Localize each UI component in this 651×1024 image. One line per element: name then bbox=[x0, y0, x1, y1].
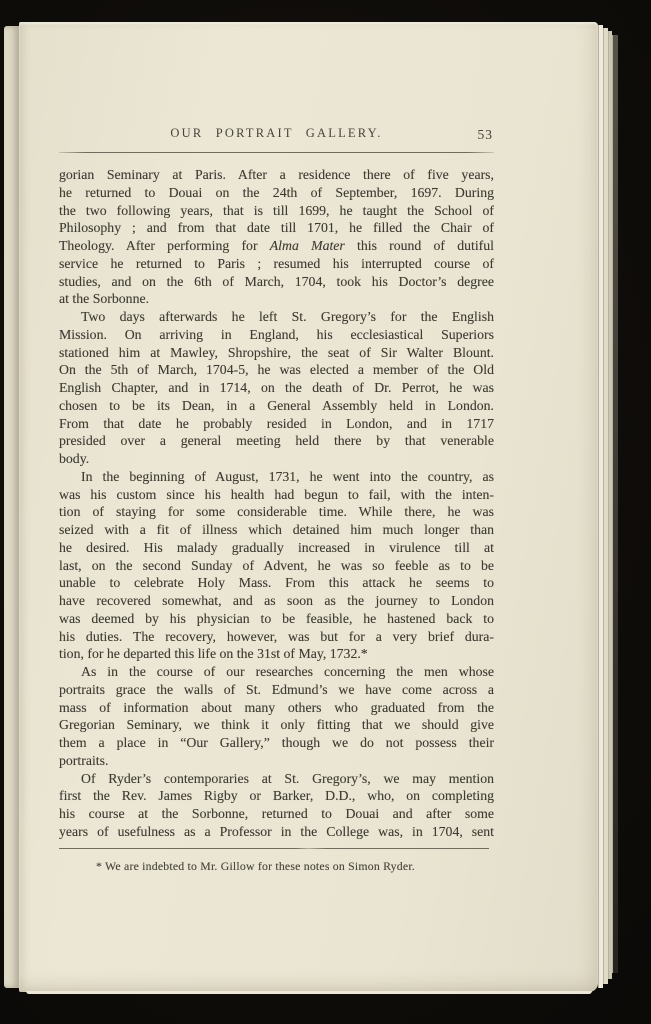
text-line: was his custom since his health had begun to fail, with the inten- bbox=[59, 486, 494, 502]
text-line: his course at the Sorbonne, returned to Douai and after some bbox=[59, 806, 494, 821]
text-line: chosen to be its Dean, in a General Assembly held in London. bbox=[59, 397, 494, 413]
text-line: the two following years, that is till 1699, he taught the School of bbox=[59, 202, 494, 218]
text-line: last, on the second Sunday of Advent, he was so feeble as to be bbox=[59, 557, 494, 573]
paragraph bbox=[59, 166, 494, 308]
text-line: studies, and on the 6th of March, 1704, took his Doctor’s degree bbox=[59, 273, 494, 289]
running-title: OUR PORTRAIT GALLERY. bbox=[170, 126, 383, 140]
text-line: body. bbox=[59, 451, 90, 466]
book-page bbox=[19, 22, 598, 992]
text-line: service he returned to Paris ; resumed his interrupted course of bbox=[59, 255, 494, 271]
paragraph bbox=[59, 468, 494, 663]
text-line: Gregorian Seminary, we think it only fitting that we should give bbox=[59, 717, 494, 733]
text-line: unable to celebrate Holy Mass. From this attack he seems to bbox=[59, 575, 494, 591]
italic-text: Alma Mater bbox=[269, 238, 345, 253]
text-line: English Chapter, and in 1714, on the death of Dr. Perrot, he was bbox=[59, 380, 494, 395]
page-stack-edge-bottom bbox=[26, 991, 592, 994]
text-line: gorian Seminary at Paris. After a residence there of five years, bbox=[59, 167, 494, 182]
text-line: have recovered somewhat, and as soon as the journey to London bbox=[59, 593, 494, 608]
text-line: first the Rev. James Rigby or Barker, D.D., who, on completing bbox=[59, 788, 494, 804]
text-line: them a place in “Our Gallery,” though we do not possess their bbox=[59, 735, 494, 750]
header-rule bbox=[59, 152, 494, 153]
footnote-text: * We are indebted to Mr. Gillow for these notes on Simon Ryder. bbox=[96, 859, 415, 873]
text-line: he desired. His malady gradually increased in virulence till at bbox=[59, 539, 494, 555]
text-line: mass of information about many others who graduated from the bbox=[59, 699, 494, 715]
book-cover-edge bbox=[612, 35, 618, 973]
paragraph bbox=[59, 663, 494, 770]
text-line: his duties. The recovery, however, was but for a very brief dura- bbox=[59, 628, 494, 644]
text-line: seized with a fit of illness which detained him much longer than bbox=[59, 522, 494, 537]
page-edge-left bbox=[4, 26, 20, 988]
text-line: portraits. bbox=[59, 752, 109, 768]
text-line: Two days afterwards he left St. Gregory’s for the English bbox=[81, 309, 494, 324]
text-line: On the 5th of March, 1704-5, he was elected a member of the Old bbox=[59, 362, 494, 378]
text-line: As in the course of our researches concerning the men whose bbox=[81, 664, 494, 679]
text-line: years of usefulness as a Professor in the College was, in 1704, sent bbox=[59, 823, 494, 839]
text-line: Philosophy ; and from that date till 1701, he filled the Chair of bbox=[59, 220, 494, 236]
text-line: tion of staying for some considerable time. While there, he was bbox=[59, 504, 494, 520]
paragraph bbox=[59, 308, 494, 468]
body-text bbox=[59, 166, 494, 841]
text-line: Theology. After performing for Alma Mater this round of dutiful bbox=[59, 238, 495, 253]
text-line: stationed him at Mawley, Shropshire, the seat of Sir Walter Blount. bbox=[59, 344, 494, 360]
text-line: tion, for he departed this life on the 31st of May, 1732.* bbox=[59, 646, 368, 662]
text-line: was deemed by his physician to be feasible, he hastened back to bbox=[59, 610, 494, 626]
page-number: 53 bbox=[477, 127, 493, 142]
text-line: portraits grace the walls of St. Edmund’s we have come across a bbox=[59, 681, 494, 697]
text-line: at the Sorbonne. bbox=[59, 291, 150, 307]
text-line: Of Ryder’s contemporaries at St. Gregory’s, we may mention bbox=[81, 770, 494, 786]
text-line: From that date he probably resided in London, and in 1717 bbox=[59, 415, 494, 431]
footnote-rule bbox=[59, 848, 489, 849]
text-line: Mission. On arriving in England, his ecclesiastical Superiors bbox=[59, 326, 494, 342]
text-line: presided over a general meeting held there by that venerable bbox=[59, 433, 494, 449]
text-line: he returned to Douai on the 24th of September, 1697. During bbox=[59, 184, 494, 200]
page-header bbox=[59, 126, 494, 146]
text-line: In the beginning of August, 1731, he went into the country, as bbox=[81, 468, 494, 484]
paragraph bbox=[59, 770, 494, 841]
